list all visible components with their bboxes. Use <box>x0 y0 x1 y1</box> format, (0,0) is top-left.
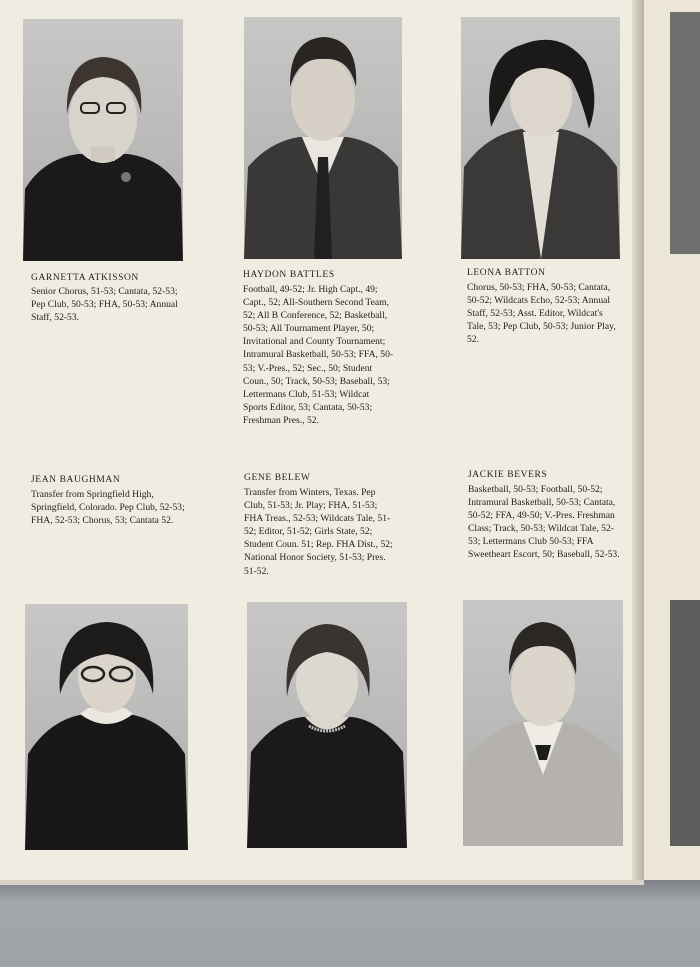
student-bio: Senior Chorus, 51-53; Cantata, 52-53; Pep Club, 50-53; FHA, 50-53; Annual Staff, 52-53. <box>31 286 178 324</box>
student-bio: Transfer from Winters, Texas. Pep Club, 51-53; Jr. Play; FHA, 51-53; FHA Treas., 52-53; Wildcats Tale, 51-52; Editor, 51-52; Girls State, 52; Student Coun. 51; Rep. FHA Dist., 52; National Honor Society, 51-53; Pres. 51-52. <box>244 487 393 577</box>
adjacent-photo <box>670 600 700 846</box>
adjacent-page-edge <box>644 0 700 880</box>
portrait-image <box>244 17 402 259</box>
adjacent-photo <box>670 12 700 254</box>
portrait-photo-haydon-battles <box>244 17 402 259</box>
portrait-photo-gene-belew <box>247 602 407 848</box>
student-bio: Football, 49-52; Jr. High Capt., 49; Capt., 52; All-Southern Second Team, 52; All B Conference, 52; Basketball, 50-53; All Tournament Player, 50; Invitational and County Tournament; Intramural Basketball, 50-53; FFA, 50-53; V.-Pres., 52; Sec., 50; Student Coun., 50; Track, 50-53; Baseball, 53; Lettermans Club, 51-53; Wildcat Sports Editor, 53; Cantata, 50-53; Freshman Pres., 52. <box>243 284 394 426</box>
portrait-photo-leona-batton <box>461 17 620 259</box>
student-bio: Basketball, 50-53; Football, 50-52; Intramural Basketball, 50-53; Cantata, 50-52; FFA, 49-50; V.-Pres. Freshman Class; Track, 50-53; Wildcat Tale, 52-53; Lettermans Club 50-53; FFA Sweetheart Escort, 50; Baseball, 52-53. <box>468 484 620 561</box>
portrait-image <box>25 604 188 850</box>
portrait-image <box>461 17 620 259</box>
student-bio: Chorus, 50-53; FHA, 50-53; Cantata, 50-52; Wildcats Echo, 52-53; Annual Staff, 52-53; Asst. Editor, Wildcat's Tale, 53; Pep Club, 50-53; Junior Play, 52. <box>467 282 616 346</box>
portrait-image <box>463 600 623 846</box>
page-gutter <box>632 0 644 880</box>
portrait-image <box>23 19 183 261</box>
portrait-photo-jean-baughman <box>25 604 188 850</box>
student-bio: Transfer from Springfield High, Springfield, Colorado. Pep Club, 52-53; FHA, 52-53; Chorus, 53; Cantata 52. <box>31 489 185 527</box>
student-name: GARNETTA ATKISSON <box>31 273 139 283</box>
portrait-photo-garnetta-atkisson <box>23 19 183 261</box>
student-name: JEAN BAUGHMAN <box>31 475 121 485</box>
student-name: HAYDON BATTLES <box>243 270 335 280</box>
student-name: JACKIE BEVERS <box>468 470 548 480</box>
student-name: GENE BELEW <box>244 473 311 483</box>
student-name: LEONA BATTON <box>467 268 546 278</box>
portrait-photo-jackie-bevers <box>463 600 623 846</box>
table-surface <box>0 880 700 967</box>
page-bottom-edge <box>0 880 644 885</box>
portrait-image <box>247 602 407 848</box>
